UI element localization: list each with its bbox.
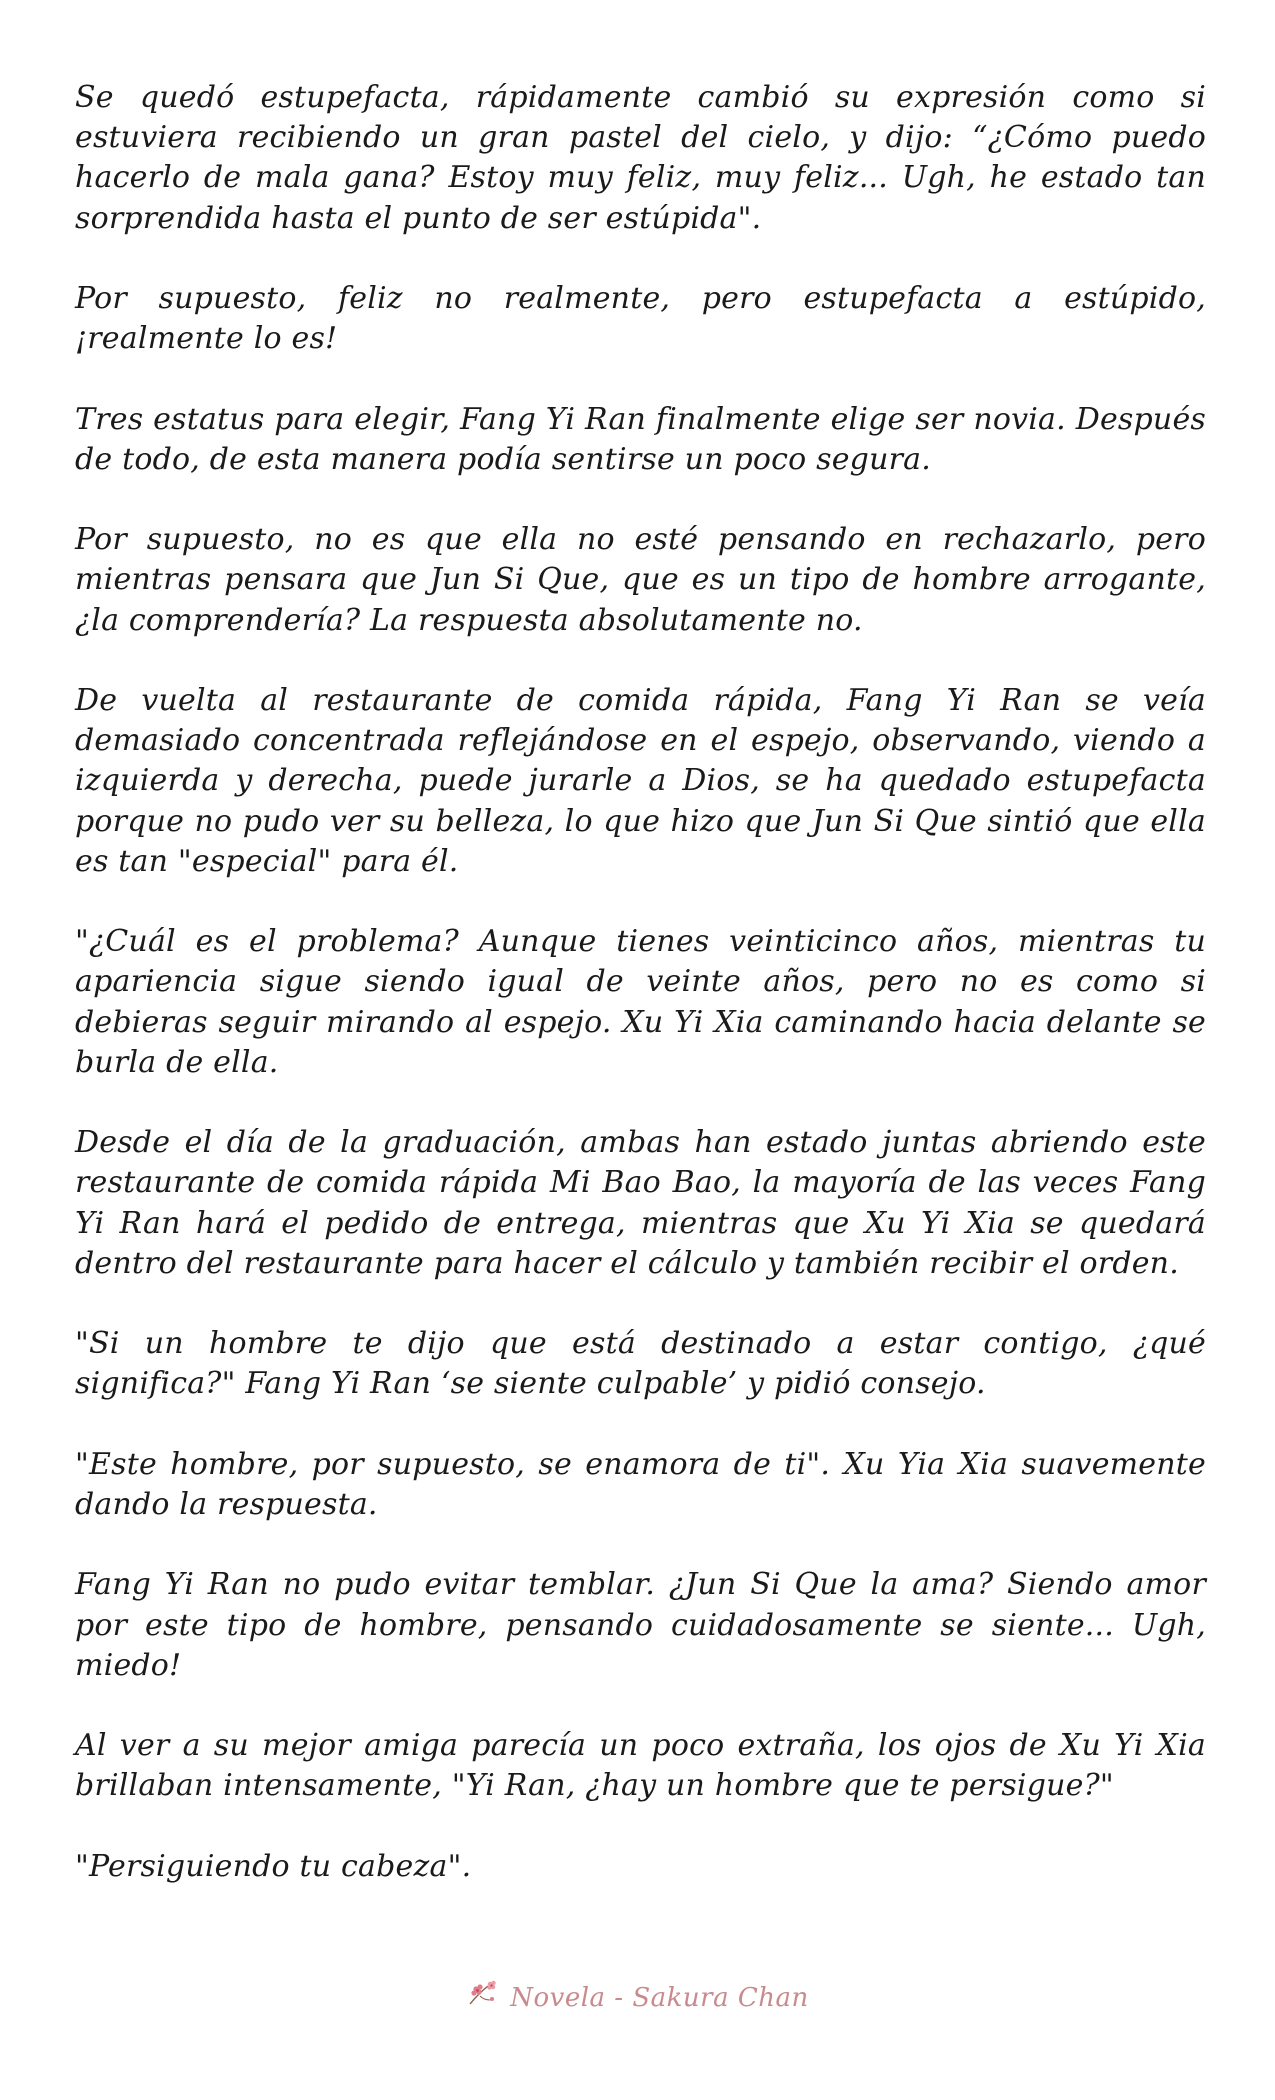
paragraph: Fang Yi Ran no pudo evitar temblar. ¿Jun Si Que la ama? Siendo amor por este tipo de hombre, pensando cuidadosamente se siente... Ugh, miedo! [75,1567,1206,1683]
paragraph: Tres estatus para elegir, Fang Yi Ran finalmente elige ser novia. Después de todo, de esta manera podía sentirse un poco segura. [75,401,1206,477]
paragraph: "Persiguiendo tu cabeza". [75,1848,472,1884]
paragraph: "Este hombre, por supuesto, se enamora de ti". Xu Yia Xia suavemente dando la respuesta. [75,1446,1206,1522]
paragraph: Al ver a su mejor amiga parecía un poco extraña, los ojos de Xu Yi Xia brillaban intensamente, "Yi Ran, ¿hay un hombre que te persigue?" [75,1728,1206,1804]
paragraph: Desde el día de la graduación, ambas han estado juntas abriendo este restaurante de comida rápida Mi Bao Bao, la mayoría de las veces Fang Yi Ran hará el pedido de entrega, mientras que Xu Yi Xia se quedará dentro del restaurante para hacer el cálculo y también recibir el orden. [75,1125,1206,1281]
paragraph: Se quedó estupefacta, rápidamente cambió su expresión como si estuviera recibiendo un gran pastel del cielo, y dijo: “¿Cómo puedo hacerlo de mala gana? Estoy muy feliz, muy feliz... Ugh, he estado tan sorprendida hasta el punto de ser estúpida". [75,80,1206,236]
paragraph: De vuelta al restaurante de comida rápida, Fang Yi Ran se veía demasiado concentrada reflejándose en el espejo, observando, viendo a izquierda y derecha, puede jurarle a Dios, se ha quedado estupefacta porque no pudo ver su belleza, lo que hizo que Jun Si Que sintió que ella es tan "especial" para él. [75,682,1206,879]
paragraph: "Si un hombre te dijo que está destinado a estar contigo, ¿qué significa?" Fang Yi Ran ‘se siente culpable’ y pidió consejo. [75,1326,1206,1402]
paragraph: Por supuesto, feliz no realmente, pero estupefacta a estúpido, ¡realmente lo es! [75,281,1206,357]
paragraph: "¿Cuál es el problema? Aunque tienes veinticinco años, mientras tu apariencia sigue siendo igual de veinte años, pero no es como si debieras seguir mirando al espejo. Xu Yi Xia caminando hacia delante se burla de ella. [75,924,1206,1080]
footer-watermark [0,1978,1275,2013]
document-body [75,78,1206,1927]
paragraph: Por supuesto, no es que ella no esté pensando en rechazarlo, pero mientras pensara que Jun Si Que, que es un tipo de hombre arrogante, ¿la comprendería? La respuesta absolutamente no. [75,522,1206,638]
footer-credit: Novela - Sakura Chan [510,1983,809,2013]
sakura-flower-icon [466,1978,502,2008]
